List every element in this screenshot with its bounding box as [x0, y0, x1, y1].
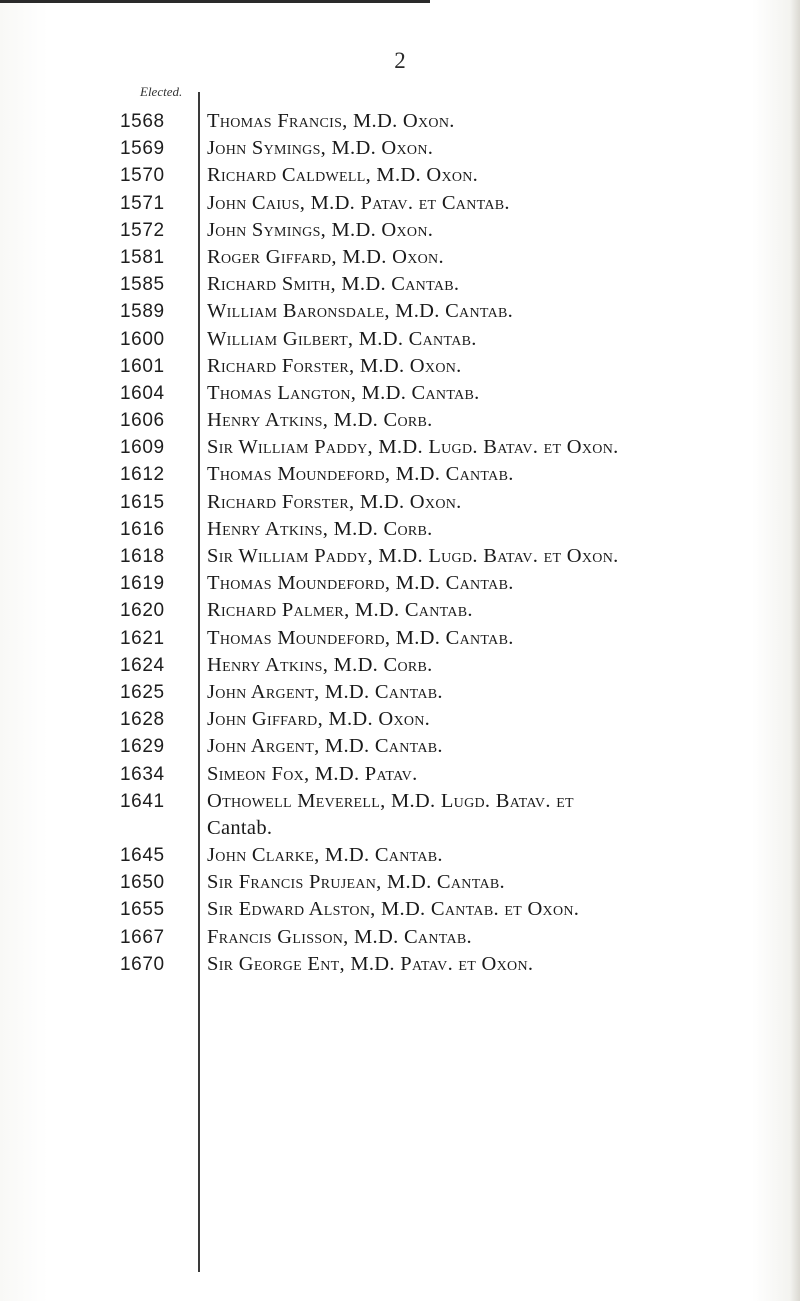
- list-item: [0, 190, 800, 217]
- entry-name: Francis Glisson, M.D. Cantab.: [207, 925, 472, 948]
- list-item: [0, 951, 800, 978]
- list-item: [0, 869, 800, 896]
- entry-name: Roger Giffard, M.D. Oxon.: [207, 245, 444, 268]
- list-item: [0, 597, 800, 624]
- entry-year: 1667: [120, 926, 165, 948]
- entry-name: Richard Smith, M.D. Cantab.: [207, 273, 460, 296]
- entry-name: William Baronsdale, M.D. Cantab.: [207, 300, 514, 323]
- entry-year: 1629: [120, 736, 165, 758]
- list-item: [0, 434, 800, 461]
- entry-year: 1570: [120, 165, 165, 187]
- entry-year: 1601: [120, 355, 165, 377]
- list-item: [0, 679, 800, 706]
- list-item: [0, 461, 800, 488]
- entry-name: Thomas Francis, M.D. Oxon.: [207, 110, 455, 132]
- list-item: [0, 570, 800, 597]
- entry-name: Richard Forster, M.D. Oxon.: [207, 354, 462, 377]
- entry-name: Richard Caldwell, M.D. Oxon.: [207, 164, 479, 187]
- list-item: [0, 788, 800, 842]
- entry-name: John Giffard, M.D. Oxon.: [207, 708, 431, 731]
- entry-year: 1628: [120, 709, 165, 731]
- entry-name: Thomas Moundeford, M.D. Cantab.: [207, 463, 514, 486]
- list-item: [0, 625, 800, 652]
- entry-year: 1600: [120, 328, 165, 350]
- entry-year: 1645: [120, 845, 165, 867]
- entry-name: John Symings, M.D. Oxon.: [207, 137, 434, 160]
- list-item: [0, 108, 800, 135]
- entry-year: 1641: [120, 790, 165, 812]
- list-item: [0, 733, 800, 760]
- entry-name: Sir Francis Prujean, M.D. Cantab.: [207, 871, 505, 894]
- entry-name: John Clarke, M.D. Cantab.: [207, 844, 443, 867]
- entry-year: 1625: [120, 681, 165, 703]
- entry-year: 1606: [120, 410, 165, 432]
- entry-name: Simeon Fox, M.D. Patav.: [207, 762, 418, 785]
- list-item: [0, 380, 800, 407]
- list-item: [0, 924, 800, 951]
- entry-year: 1621: [120, 627, 165, 649]
- entry-year: 1572: [120, 219, 165, 241]
- list-item: [0, 842, 800, 869]
- list-item: [0, 217, 800, 244]
- entry-year: 1585: [120, 274, 165, 296]
- list-item: [0, 896, 800, 923]
- page-number: 2: [394, 48, 406, 73]
- entry-year: 1655: [120, 899, 165, 921]
- entry-year: 1589: [120, 301, 165, 323]
- entry-year: 1581: [120, 246, 165, 268]
- top-rule: [0, 0, 430, 3]
- entry-name: Henry Atkins, M.D. Corb.: [207, 517, 433, 540]
- entry-year: 1609: [120, 437, 165, 459]
- list-item: [0, 353, 800, 380]
- entry-year: 1650: [120, 872, 165, 894]
- entry-year: 1568: [120, 111, 165, 132]
- entry-name: Thomas Langton, M.D. Cantab.: [207, 381, 480, 404]
- entry-year: 1618: [120, 546, 165, 567]
- list-item: [0, 489, 800, 516]
- list-item: [0, 162, 800, 189]
- entry-name: John Caius, M.D. Patav. et Cantab.: [207, 191, 510, 214]
- entry-year: 1670: [120, 953, 165, 975]
- entry-name: John Argent, M.D. Cantab.: [207, 680, 443, 703]
- entry-year: 1634: [120, 763, 165, 785]
- entry-name: Sir William Paddy, M.D. Lugd. Batav. et Oxon.: [207, 436, 619, 459]
- entry-name: Sir George Ent, M.D. Patav. et Oxon.: [207, 952, 534, 975]
- entry-name: Sir William Paddy, M.D. Lugd. Batav. et Oxon.: [207, 545, 619, 567]
- list-item: [0, 326, 800, 353]
- entry-name: Henry Atkins, M.D. Corb.: [207, 409, 433, 432]
- entry-name: Othowell Meverell, M.D. Lugd. Batav. et: [207, 789, 574, 812]
- entry-year: 1620: [120, 600, 165, 622]
- entry-name: William Gilbert, M.D. Cantab.: [207, 327, 477, 350]
- list-item: [0, 761, 800, 788]
- list-item: [0, 271, 800, 298]
- entry-name: Thomas Moundeford, M.D. Cantab.: [207, 626, 514, 649]
- list-item: [0, 298, 800, 325]
- list-item: [0, 652, 800, 679]
- entry-name: Sir Edward Alston, M.D. Cantab. et Oxon.: [207, 898, 580, 921]
- entry-year: 1616: [120, 518, 165, 540]
- entry-name: John Argent, M.D. Cantab.: [207, 735, 443, 758]
- list-item: [0, 543, 800, 570]
- entry-name: Thomas Moundeford, M.D. Cantab.: [207, 572, 514, 595]
- entry-list: [0, 108, 800, 978]
- entry-name: John Symings, M.D. Oxon.: [207, 218, 434, 241]
- entry-year: 1569: [120, 138, 165, 160]
- entry-year: 1571: [120, 192, 165, 214]
- entry-year: 1615: [120, 491, 165, 513]
- list-item: [0, 244, 800, 271]
- entry-year: 1624: [120, 654, 165, 676]
- entry-name: Richard Forster, M.D. Oxon.: [207, 490, 462, 513]
- entry-year: 1619: [120, 573, 165, 595]
- entry-text: [207, 788, 792, 842]
- list-item: [0, 706, 800, 733]
- entry-name: Richard Palmer, M.D. Cantab.: [207, 599, 473, 622]
- list-item: [0, 407, 800, 434]
- elected-column-label: Elected.: [140, 84, 183, 99]
- list-item: [0, 135, 800, 162]
- entry-name: Henry Atkins, M.D. Corb.: [207, 653, 433, 676]
- entry-year: 1612: [120, 464, 165, 486]
- list-item: [0, 516, 800, 543]
- entry-year: 1604: [120, 382, 165, 404]
- entry-continuation: Cantab.: [207, 816, 273, 839]
